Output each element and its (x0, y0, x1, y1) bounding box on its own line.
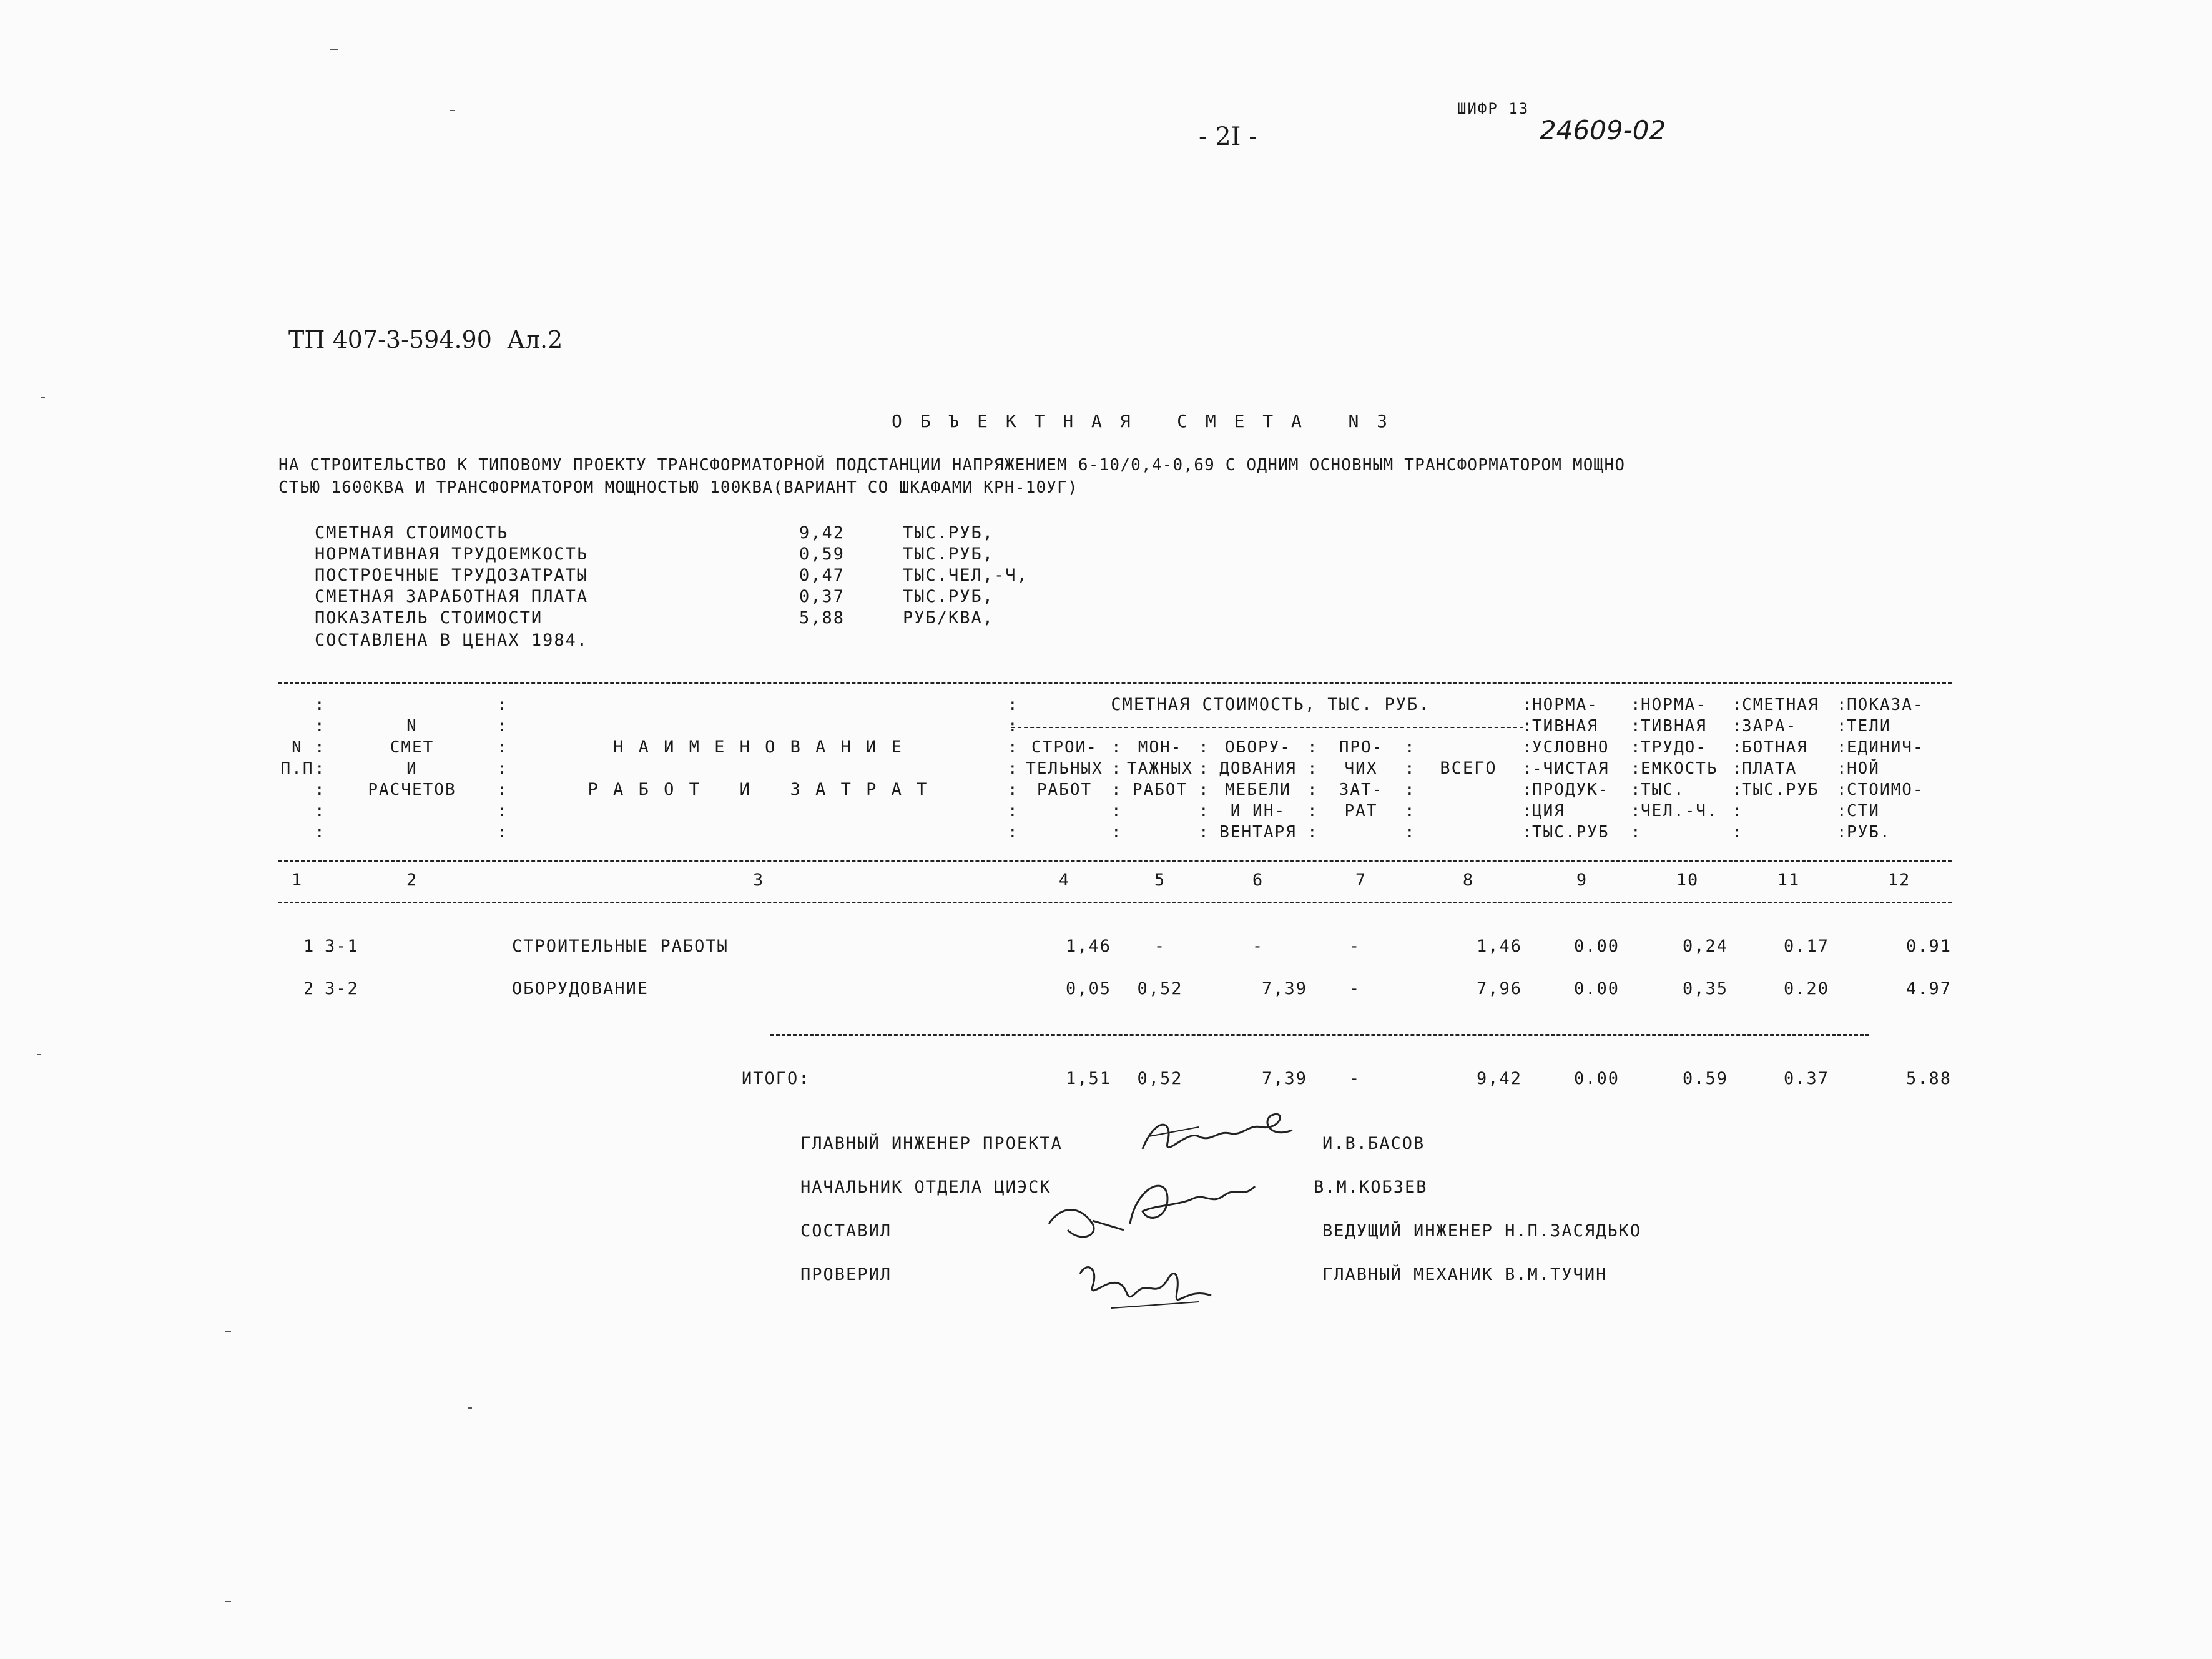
row-construction-cost: 1,46 (1065, 937, 1111, 956)
header-col-2: N СМЕТ И РАСЧЕТОВ (368, 717, 456, 799)
signature-name: ВЕДУЩИЙ ИНЖЕНЕР Н.П.ЗАСЯДЬКО (1322, 1221, 1642, 1241)
column-number: 2 (406, 870, 418, 890)
row-installation-cost: 0,52 (1137, 979, 1183, 998)
cipher-number: 24609-02 (1540, 115, 1666, 145)
column-number: 9 (1576, 870, 1588, 890)
row-smeta: 3-2 (325, 979, 359, 998)
signature-name: В.М.КОБЗЕВ (1314, 1178, 1428, 1197)
signature-name: И.В.БАСОВ (1322, 1134, 1425, 1153)
header-col-6: ОБОРУ- ДОВАНИЯ МЕБЕЛИ И ИН- ВЕНТАРЯ (1219, 738, 1297, 842)
row-other-cost: - (1349, 979, 1361, 998)
header-col-3-line-1: Н А И М Е Н О В А Н И Е (613, 737, 904, 757)
handwritten-signature (1074, 1249, 1224, 1324)
description-line-1: НА СТРОИТЕЛЬСТВО К ТИПОВОМУ ПРОЕКТУ ТРАНСФОРМАТОРНОЙ ПОДСТАНЦИИ НАПРЯЖЕНИЕМ 6-10/0,4-0,69 С ОДНИМ ОСНОВНЫМ ТРАНСФОРМАТОРОМ МОЩНО (278, 456, 1626, 475)
column-number: 8 (1462, 870, 1475, 890)
header-col-4: СТРОИ- ТЕЛЬНЫХ РАБОТ (1026, 738, 1103, 799)
table-rule-header (278, 860, 1952, 862)
row-other-cost: - (1349, 937, 1361, 956)
scan-speck (225, 1601, 231, 1602)
total-wages: 0.37 (1783, 1069, 1829, 1088)
column-number: 1 (291, 870, 303, 890)
signature-role: ГЛАВНЫЙ ИНЖЕНЕР ПРОЕКТА (800, 1134, 1063, 1153)
handwritten-signature (1043, 1161, 1280, 1249)
summary-unit: РУБ/КВА, (903, 608, 995, 628)
header-col-3-line-2: Р А Б О Т И З А Т Р А Т (587, 780, 930, 799)
row-total-cost: 1,46 (1476, 937, 1522, 956)
summary-label: ПОКАЗАТЕЛЬ СТОИМОСТИ (315, 608, 543, 628)
total-label: ИТОГО: (742, 1069, 810, 1088)
header-col-7: ПРО- ЧИХ ЗАТ- РАТ (1339, 738, 1384, 820)
column-number: 3 (752, 870, 765, 890)
row-equipment-cost: - (1252, 937, 1264, 956)
row-labor-intensity: 0,24 (1682, 937, 1728, 956)
header-col-11: СМЕТНАЯ ЗАРА- БОТНАЯ ПЛАТА ТЫС.РУБ (1742, 696, 1819, 799)
total-construction-cost: 1,51 (1065, 1069, 1111, 1088)
signature-role: НАЧАЛЬНИК ОТДЕЛА ЦИЭСК (800, 1178, 1051, 1197)
row-wages: 0.20 (1783, 979, 1829, 998)
row-name: СТРОИТЕЛЬНЫЕ РАБОТЫ (512, 937, 729, 956)
scan-speck (450, 110, 455, 111)
prices-note: СОСТАВЛЕНА В ЦЕНАХ 1984. (315, 631, 589, 650)
summary-value: 0,37 (799, 587, 845, 606)
row-net-production: 0.00 (1573, 937, 1620, 956)
summary-label: НОРМАТИВНАЯ ТРУДОЕМКОСТЬ (315, 544, 589, 564)
column-number: 5 (1154, 870, 1166, 890)
total-labor-intensity: 0.59 (1682, 1069, 1728, 1088)
header-col-5: МОН- ТАЖНЫХ РАБОТ (1127, 738, 1193, 799)
header-col-8: ВСЕГО (1440, 759, 1497, 778)
signature-role: СОСТАВИЛ (800, 1221, 892, 1241)
total-cost: 9,42 (1476, 1069, 1522, 1088)
column-number: 6 (1252, 870, 1264, 890)
header-col-1: N П.П (280, 738, 314, 778)
row-labor-intensity: 0,35 (1682, 979, 1728, 998)
cost-group-rule (1011, 727, 1523, 728)
summary-label: СМЕТНАЯ СТОИМОСТЬ (315, 523, 509, 543)
signature-role: ПРОВЕРИЛ (800, 1265, 892, 1284)
scan-speck (330, 49, 338, 50)
row-number: 2 (303, 979, 315, 998)
scan-speck (225, 1331, 231, 1332)
total-equipment-cost: 7,39 (1261, 1069, 1307, 1088)
row-wages: 0.17 (1783, 937, 1829, 956)
summary-value: 0,59 (799, 544, 845, 564)
scan-speck (37, 1054, 41, 1055)
total-installation-cost: 0,52 (1137, 1069, 1183, 1088)
summary-value: 9,42 (799, 523, 845, 543)
row-construction-cost: 0,05 (1065, 979, 1111, 998)
row-net-production: 0.00 (1573, 979, 1620, 998)
document-title: О Б Ъ Е К Т Н А Я С М Е Т А N 3 (892, 411, 1392, 431)
scan-speck (41, 397, 45, 398)
header-col-9: НОРМА- ТИВНАЯ УСЛОВНО -ЧИСТАЯ ПРОДУК- ЦИЯ ТЫС.РУБ (1532, 696, 1610, 842)
total-unit-cost: 5.88 (1905, 1069, 1952, 1088)
row-total-cost: 7,96 (1476, 979, 1522, 998)
summary-value: 0,47 (799, 566, 845, 585)
column-number: 10 (1676, 870, 1699, 890)
page-number: - 2I - (1199, 122, 1257, 151)
summary-unit: ТЫС.ЧЕЛ,-Ч, (903, 566, 1028, 585)
summary-label: ПОСТРОЕЧНЫЕ ТРУДОЗАТРАТЫ (315, 566, 589, 585)
column-number: 7 (1355, 870, 1367, 890)
row-unit-cost: 4.97 (1905, 979, 1952, 998)
document-reference: ТП 407-3-594.90 Ал.2 (288, 326, 563, 353)
column-number: 11 (1777, 870, 1801, 890)
summary-value: 5,88 (799, 608, 845, 628)
column-number: 12 (1887, 870, 1911, 890)
summary-unit: ТЫС.РУБ, (903, 523, 995, 543)
row-smeta: 3-1 (325, 937, 359, 956)
column-number: 4 (1058, 870, 1071, 890)
header-col-12: ПОКАЗА- ТЕЛИ ЕДИНИЧ- НОЙ СТОИМО- СТИ РУБ. (1847, 696, 1924, 842)
header-col-10: НОРМА- ТИВНАЯ ТРУДО- ЕМКОСТЬ ТЫС. ЧЕЛ.-Ч. (1641, 696, 1718, 820)
signature-name: ГЛАВНЫЙ МЕХАНИК В.М.ТУЧИН (1322, 1265, 1608, 1284)
scan-speck (468, 1407, 472, 1409)
row-installation-cost: - (1154, 937, 1166, 956)
cipher-label: ШИФР 13 (1457, 100, 1530, 117)
total-net-production: 0.00 (1573, 1069, 1620, 1088)
row-name: ОБОРУДОВАНИЕ (512, 979, 649, 998)
row-equipment-cost: 7,39 (1261, 979, 1307, 998)
summary-label: СМЕТНАЯ ЗАРАБОТНАЯ ПЛАТА (315, 587, 589, 606)
header-cost-group: СМЕТНАЯ СТОИМОСТЬ, ТЫС. РУБ. (1111, 695, 1430, 714)
description-line-2: СТЬЮ 1600КВА И ТРАНСФОРМАТОРОМ МОЩНОСТЬЮ 100КВА(ВАРИАНТ СО ШКАФАМИ КРН-10УГ) (278, 478, 1078, 497)
row-unit-cost: 0.91 (1905, 937, 1952, 956)
table-rule-numbers (278, 902, 1952, 903)
row-number: 1 (303, 937, 315, 956)
total-other-cost: - (1349, 1069, 1361, 1088)
summary-unit: ТЫС.РУБ, (903, 587, 995, 606)
table-rule-top (278, 682, 1952, 684)
summary-unit: ТЫС.РУБ, (903, 544, 995, 564)
table-rule-total (770, 1034, 1869, 1036)
